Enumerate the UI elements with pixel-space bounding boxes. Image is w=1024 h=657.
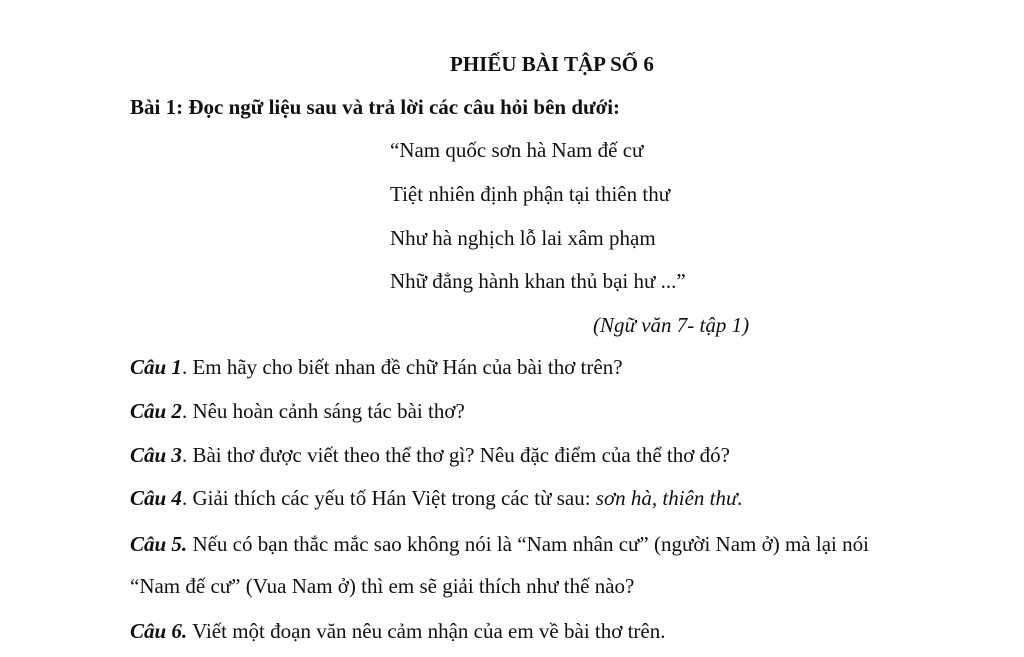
question-label: Câu 6. <box>130 619 188 643</box>
question-text: Viết một đoạn văn nêu cảm nhận của em về bài thơ trên. <box>192 619 666 643</box>
question-emphasis: sơn hà, thiên thư. <box>595 486 743 510</box>
exercise-instruction: Bài 1: Đọc ngữ liệu sau và trả lời các câu hỏi bên dưới: <box>130 95 621 119</box>
poem-line-4: Nhữ đẳng hành khan thủ bại hư ...” <box>390 269 686 293</box>
question-text: Nếu có bạn thắc mắc sao không nói là “Nam nhân cư” (người Nam ở) mà lại nói <box>192 532 869 556</box>
question-6 <box>130 617 666 645</box>
question-3 <box>130 441 730 469</box>
question-5-continuation: “Nam đế cư” (Vua Nam ở) thì em sẽ giải thích như thế nào? <box>130 574 635 598</box>
question-text: Em hãy cho biết nhan đề chữ Hán của bài thơ trên? <box>192 355 623 379</box>
question-5 <box>130 530 869 558</box>
poem-line-3: Như hà nghịch lỗ lai xâm phạm <box>390 226 656 250</box>
question-separator: . <box>181 399 193 423</box>
page-title: PHIẾU BÀI TẬP SỐ 6 <box>450 52 654 76</box>
poem-line-1: “Nam quốc sơn hà Nam đế cư <box>390 138 644 162</box>
question-4 <box>130 484 743 512</box>
poem-source: (Ngữ văn 7- tập 1) <box>593 313 750 337</box>
question-text: Nêu hoàn cảnh sáng tác bài thơ? <box>192 399 465 423</box>
question-2 <box>130 397 465 425</box>
question-separator: . <box>181 486 193 510</box>
question-label: Câu 3 <box>130 443 182 467</box>
question-separator: . <box>181 355 193 379</box>
question-label: Câu 1 <box>130 355 182 379</box>
question-label: Câu 2 <box>130 399 182 423</box>
question-label: Câu 4 <box>130 486 182 510</box>
question-separator: . <box>181 443 193 467</box>
question-label: Câu 5. <box>130 532 188 556</box>
question-1 <box>130 353 623 381</box>
question-text: Bài thơ được viết theo thể thơ gì? Nêu đặc điểm của thể thơ đó? <box>192 443 730 467</box>
poem-line-2: Tiệt nhiên định phận tại thiên thư <box>390 182 671 206</box>
question-text: Giải thích các yếu tố Hán Việt trong các từ sau: <box>192 486 596 510</box>
